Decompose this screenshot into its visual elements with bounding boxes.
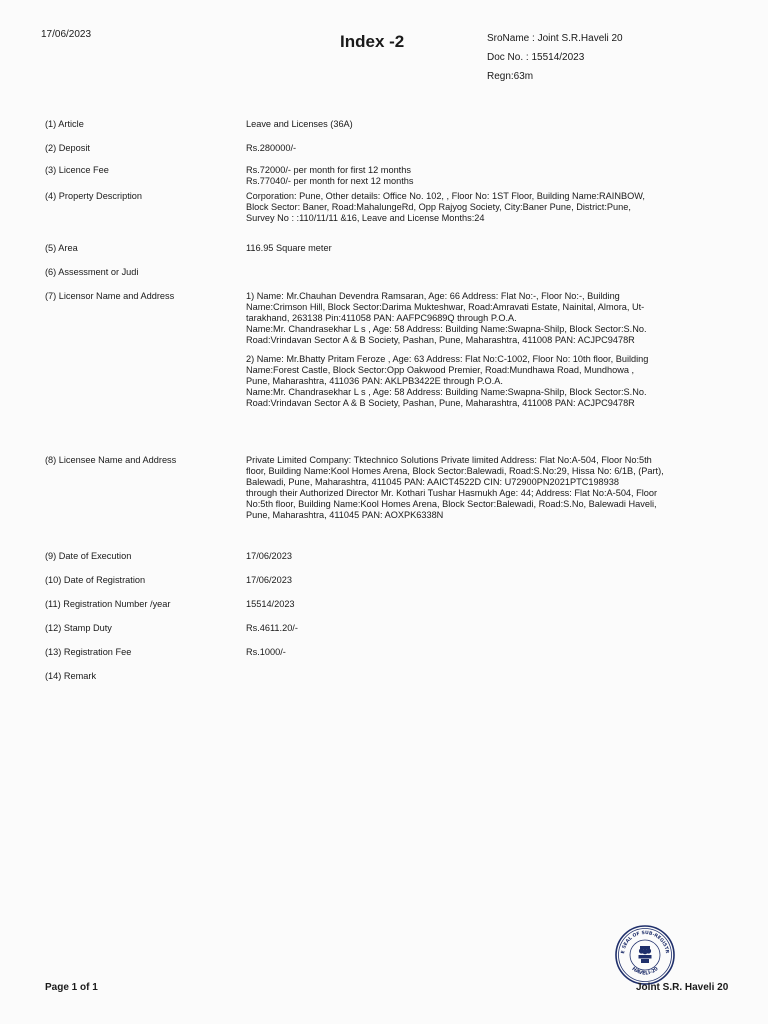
page-title: Index -2 — [340, 32, 405, 51]
page-number: Page 1 of 1 — [45, 982, 98, 993]
field-licensor — [45, 291, 705, 455]
value-line: Pune, Maharashtra, 411036 PAN: AKLPB3422E through P.O.A. — [246, 376, 503, 386]
header-date: 17/06/2023 — [41, 29, 92, 40]
field-label: (14) Remark — [45, 671, 97, 681]
field-label: (4) Property Description — [45, 191, 143, 201]
field-label: (10) Date of Registration — [45, 575, 146, 585]
value-line: Name:Forest Castle, Block Sector:Opp Oakwood Premier, Road:Mundhawa Road, Mundhowa , — [246, 365, 635, 375]
licensor-entry — [246, 291, 705, 346]
field-label: (9) Date of Execution — [45, 551, 132, 561]
field-assessment — [45, 267, 705, 291]
office-name: Joint S.R. Haveli 20 — [636, 982, 729, 993]
field-deposit — [45, 143, 705, 165]
field-value — [246, 191, 705, 243]
field-label: (7) Licensor Name and Address — [45, 291, 175, 301]
value-line: tarakhand, 263138 Pin:411058 PAN: AAFPC9689Q through P.O.A. — [246, 313, 517, 323]
seal-text-bottom: HAVELI-20 — [630, 966, 660, 977]
value-line: 2) Name: Mr.Bhatty Pritam Feroze , Age: 63 Address: Flat No:C-1002, Floor No: 10th floor, Building — [246, 354, 649, 364]
field-date-of-execution — [45, 551, 705, 575]
field-label: (1) Article — [45, 119, 84, 129]
value-line: Road:Vrindavan Sector A & B Society, Pashan, Pune, Maharashtra, 411008 PAN: ACJPC9478R — [246, 335, 635, 345]
registration-code: Regn:63m — [487, 71, 534, 82]
svg-text:HAVELI-20 — [630, 966, 659, 977]
value-line: Name:Mr. Chandrasekhar L s , Age: 58 Address: Building Name:Swapna-Shilp, Block Sector:S.No. — [246, 387, 647, 397]
sro-name: SroName : Joint S.R.Haveli 20 — [487, 33, 623, 44]
field-licensee — [45, 455, 705, 551]
value-line: Corporation: Pune, Other details: Office No. 102, , Floor No: 1ST Floor, Building Name:RAINBOW, — [246, 191, 645, 201]
value-line: Name:Mr. Chandrasekhar L s , Age: 58 Address: Building Name:Swapna-Shilp, Block Sector:S.No. — [246, 324, 647, 334]
field-date-of-registration — [45, 575, 705, 599]
field-label: (13) Registration Fee — [45, 647, 132, 657]
field-value — [246, 671, 705, 695]
index-fields — [45, 119, 705, 695]
field-value: 17/06/2023 — [246, 575, 292, 585]
field-label: (2) Deposit — [45, 143, 90, 153]
field-licence-fee — [45, 165, 705, 191]
office-seal-icon — [614, 924, 676, 986]
field-value — [246, 291, 705, 455]
value-line: Pune, Maharashtra, 411045 PAN: AOXPK6338N — [246, 510, 444, 520]
field-value — [246, 455, 705, 551]
doc-number: Doc No. : 15514/2023 — [487, 52, 585, 63]
field-value: 15514/2023 — [246, 599, 295, 609]
field-label: (12) Stamp Duty — [45, 623, 112, 633]
field-value — [246, 165, 705, 191]
field-value: Rs.280000/- — [246, 143, 297, 153]
value-line: Rs.77040/- per month for next 12 months — [246, 176, 414, 186]
field-area — [45, 243, 705, 267]
field-value: Leave and Licenses (36A) — [246, 119, 353, 129]
field-article — [45, 119, 705, 143]
field-registration-number — [45, 599, 705, 623]
value-line: through their Authorized Director Mr. Kothari Tushar Hasmukh Age: 44; Address: Flat No:A-504, Floor — [246, 488, 658, 498]
value-line: Name:Crimson Hill, Block Sector:Darima Mukteshwar, Road:Amravati Estate, Nainital, Almora, Ut- — [246, 302, 645, 312]
licensor-entry — [246, 354, 705, 409]
seal-text-top: E SEAL OF SUB-REGISTR — [621, 930, 669, 954]
field-registration-fee — [45, 647, 705, 671]
field-remark — [45, 671, 705, 695]
value-line: floor, Building Name:Kool Homes Arena, Block Sector:Balewadi, Road:S.No:29, Hissa No: 6/1B, (Part), — [246, 466, 664, 476]
field-stamp-duty — [45, 623, 705, 647]
field-value: 116.95 Square meter — [246, 243, 332, 253]
field-label: (5) Area — [45, 243, 78, 253]
field-property-description — [45, 191, 705, 243]
field-value — [246, 267, 705, 291]
value-line: Survey No : :110/11/11 &16, Leave and License Months:24 — [246, 213, 485, 223]
field-label: (6) Assessment or Judi — [45, 267, 139, 277]
field-label: (11) Registration Number /year — [45, 599, 171, 609]
value-line: Private Limited Company: Tktechnico Solutions Private limited Address: Flat No:A-504, Floor No:5th — [246, 455, 652, 465]
value-line: Balewadi, Pune, Maharashtra, 411045 PAN: AAICT4522D CIN: U72900PN2021PTC198938 — [246, 477, 619, 487]
value-line: 1) Name: Mr.Chauhan Devendra Ramsaran, Age: 66 Address: Flat No:-, Floor No:-, Building — [246, 291, 620, 301]
field-value: 17/06/2023 — [246, 551, 292, 561]
value-line: Rs.72000/- per month for first 12 months — [246, 165, 411, 175]
field-value: Rs.4611.20/- — [246, 623, 298, 633]
value-line: No:5th floor, Building Name:Kool Homes Arena, Block Sector:Balewadi, Road:S.No, Balewadi Haveli, — [246, 499, 657, 509]
field-label: (8) Licensee Name and Address — [45, 455, 177, 465]
header-info — [487, 29, 623, 86]
value-line: Block Sector: Baner, Road:MahalungeRd, Opp Rajyog Society, City:Baner Pune, District:Pune, — [246, 202, 631, 212]
field-value: Rs.1000/- — [246, 647, 286, 657]
field-label: (3) Licence Fee — [45, 165, 109, 175]
value-line: Road:Vrindavan Sector A & B Society, Pashan, Pune, Maharashtra, 411008 PAN: ACJPC9478R — [246, 398, 635, 408]
